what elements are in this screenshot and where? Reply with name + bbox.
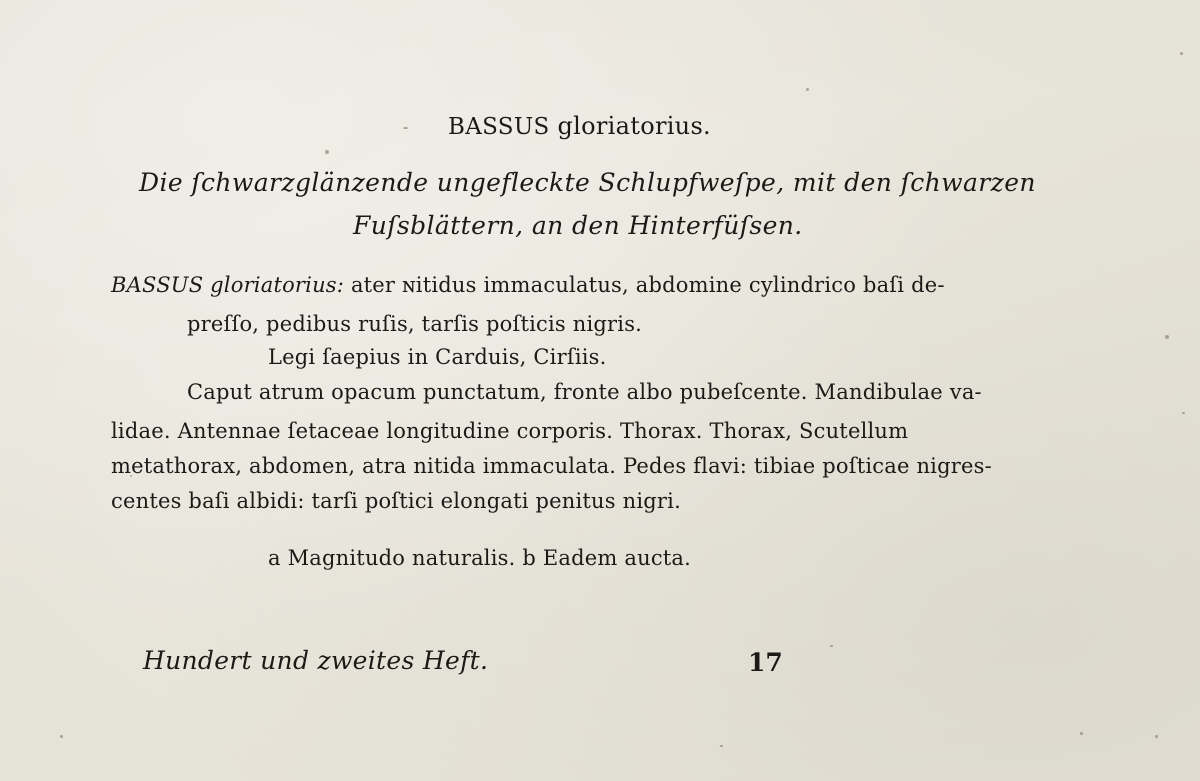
page-number: 17 bbox=[748, 648, 783, 677]
paper-speck bbox=[806, 88, 809, 91]
page-title bbox=[448, 114, 711, 139]
description-line-7: centes baſi albidi: tarſi poſtici elongati penitus nigri. bbox=[111, 489, 681, 513]
figure-legend: a Magnitudo naturalis. b Eadem aucta. bbox=[268, 546, 692, 570]
subtitle-line-2: Fuſsblättern, an den Hinterfüſsen. bbox=[353, 211, 803, 240]
paper-speck bbox=[60, 735, 63, 738]
paper-speck bbox=[1155, 735, 1158, 738]
description-line-4: Caput atrum opacum punctatum, fronte albo pubeſcente. Mandibulae va- bbox=[187, 380, 982, 404]
habitat-line: Legi ſaepius in Carduis, Cirſiis. bbox=[268, 345, 607, 369]
issue-footer: Hundert und zweites Heft. bbox=[143, 646, 489, 675]
paper-speck bbox=[1165, 335, 1169, 339]
description-line-6: metathorax, abdomen, atra nitida immaculata. Pedes flavi: tibiae poſticae nigres- bbox=[111, 454, 992, 478]
paper-speck bbox=[1182, 412, 1185, 414]
species-name-italic: BASSUS gloriatorius: bbox=[111, 273, 345, 297]
paper-speck bbox=[1180, 52, 1183, 55]
paper-speck bbox=[403, 127, 408, 129]
description-line-5: lidae. Antennae ſetaceae longitudine corporis. Thorax. Thorax, Scutellum bbox=[111, 419, 909, 443]
paper-speck bbox=[1080, 732, 1083, 735]
title-genus: BASSUS bbox=[448, 114, 550, 140]
description-line-2: preſſo, pedibus ruſis, tarſis poſticis nigris. bbox=[187, 312, 643, 336]
subtitle-line-1: Die ſchwarzglänzende ungefleckte Schlupfweſpe, mit den ſchwarzen bbox=[139, 168, 1036, 197]
paper-speck bbox=[720, 745, 723, 747]
paper-speck bbox=[830, 645, 833, 647]
diagnosis-text: ater ɴitidus immaculatus, abdomine cylindrico baſi de- bbox=[344, 273, 945, 297]
paper-speck bbox=[325, 150, 329, 154]
description-line-1 bbox=[111, 275, 945, 296]
title-species: gloriatorius. bbox=[557, 112, 711, 140]
